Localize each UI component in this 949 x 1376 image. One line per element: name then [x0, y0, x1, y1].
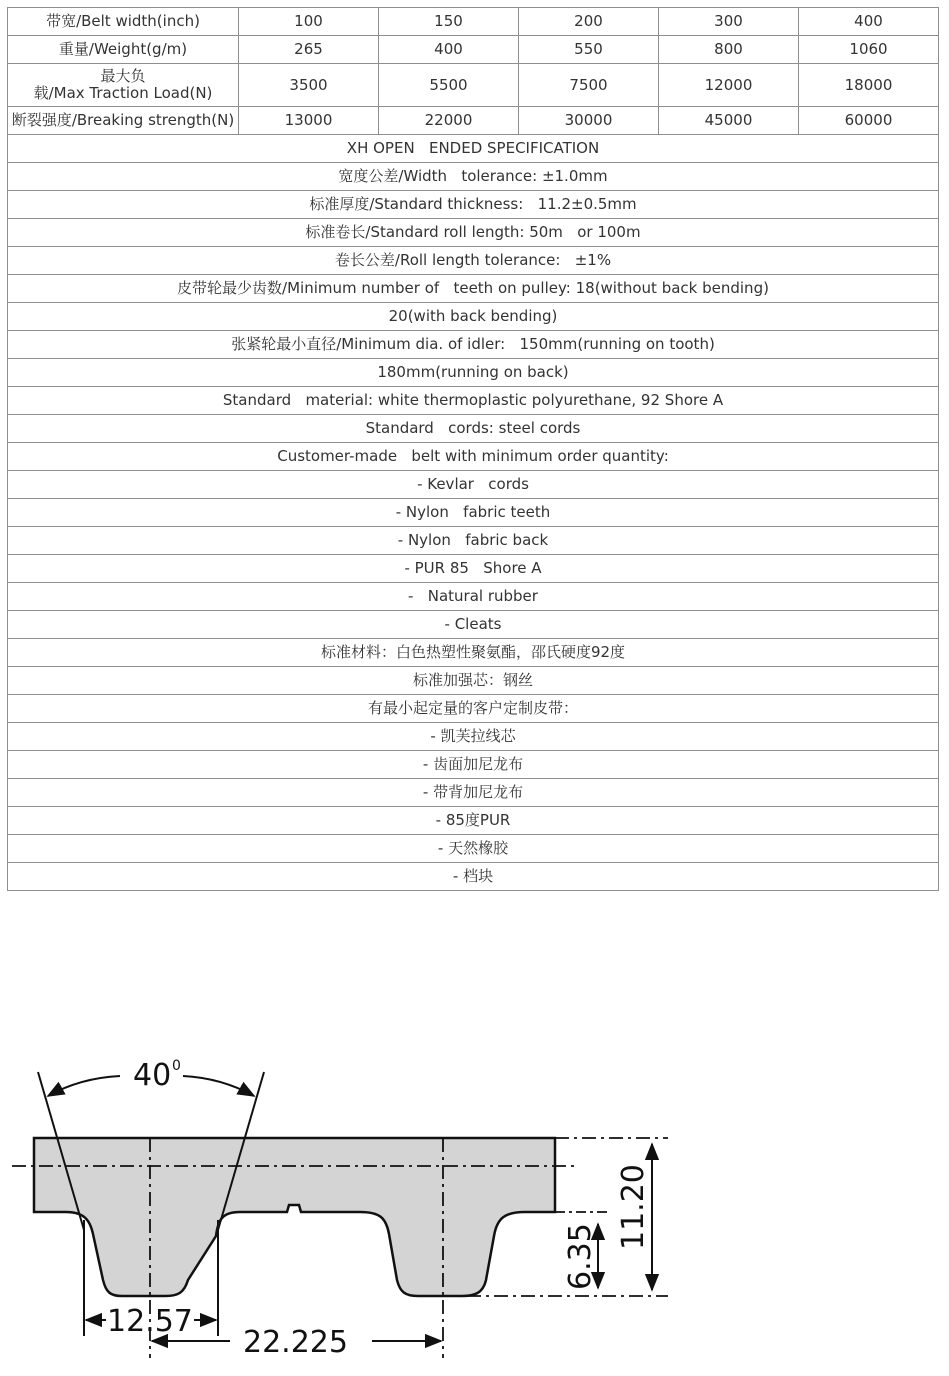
spec-line [8, 695, 939, 723]
table-cell: 550 [519, 36, 659, 64]
spec-text: - Kevlar cords [8, 471, 939, 499]
spec-text: - Natural rubber [8, 583, 939, 611]
spec-line [8, 863, 939, 891]
table-cell: 30000 [519, 107, 659, 135]
table-cell: 400 [379, 36, 519, 64]
spec-text: 张紧轮最小直径/Minimum dia. of idler: 150mm(running on tooth) [8, 331, 939, 359]
table-cell: 12000 [659, 64, 799, 107]
spec-line [8, 331, 939, 359]
row-label-max-traction-load [8, 64, 239, 107]
table-cell: 45000 [659, 107, 799, 135]
spec-line [8, 835, 939, 863]
table-cell: 18000 [799, 64, 939, 107]
table-cell: 60000 [799, 107, 939, 135]
spec-line [8, 443, 939, 471]
spec-text: 标准卷长/Standard roll length: 50m or 100m [8, 219, 939, 247]
angle-unit: 0 [172, 1058, 181, 1074]
spec-text: - 齿面加尼龙布 [8, 751, 939, 779]
spec-text: Standard material: white thermoplastic polyurethane, 92 Shore A [8, 387, 939, 415]
spec-text: 皮带轮最少齿数/Minimum number of teeth on pulley: 18(without back bending) [8, 275, 939, 303]
table-row [8, 64, 939, 107]
table-cell: 7500 [519, 64, 659, 107]
angle-arc-right [183, 1076, 254, 1096]
spec-text: 180mm(running on back) [8, 359, 939, 387]
spec-line [8, 751, 939, 779]
spec-text: 标准材料：白色热塑性聚氨酯，邵氏硬度92度 [8, 639, 939, 667]
table-cell: 800 [659, 36, 799, 64]
spec-line [8, 499, 939, 527]
spec-line [8, 611, 939, 639]
spec-line [8, 807, 939, 835]
spec-line [8, 583, 939, 611]
table-cell: 3500 [239, 64, 379, 107]
spec-heading: XH OPEN ENDED SPECIFICATION [8, 135, 939, 163]
spec-line [8, 303, 939, 331]
spec-text: 宽度公差/Width tolerance: ±1.0mm [8, 163, 939, 191]
spec-line [8, 359, 939, 387]
table-cell: 300 [659, 8, 799, 36]
spec-text: - 带背加尼龙布 [8, 779, 939, 807]
pitch-label: 22.225 [243, 1325, 348, 1360]
table-cell: 1060 [799, 36, 939, 64]
spec-text: - PUR 85 Shore A [8, 555, 939, 583]
table-cell: 265 [239, 36, 379, 64]
spec-line [8, 135, 939, 163]
spec-line [8, 275, 939, 303]
table-cell: 5500 [379, 64, 519, 107]
tooth-height-label: 6.35 [563, 1223, 598, 1290]
spec-line [8, 415, 939, 443]
total-height-label: 11.20 [616, 1164, 651, 1250]
spec-text: - 凯芙拉线芯 [8, 723, 939, 751]
table-cell: 400 [799, 8, 939, 36]
row-label-breaking-strength: 断裂强度/Breaking strength(N) [8, 107, 239, 135]
label-line: 最大负 [100, 67, 146, 85]
spec-line [8, 527, 939, 555]
spec-text: Standard cords: steel cords [8, 415, 939, 443]
spec-text: - Nylon fabric back [8, 527, 939, 555]
spec-text: - Cleats [8, 611, 939, 639]
spec-line [8, 723, 939, 751]
spec-line [8, 779, 939, 807]
spec-text: - 天然橡胶 [8, 835, 939, 863]
table-cell: 100 [239, 8, 379, 36]
row-label-belt-width: 带宽/Belt width(inch) [8, 8, 239, 36]
angle-label: 40 [133, 1058, 172, 1093]
spec-line [8, 247, 939, 275]
spec-line [8, 639, 939, 667]
table-cell: 22000 [379, 107, 519, 135]
spec-text: 有最小起定量的客户定制皮带： [8, 695, 939, 723]
spec-line [8, 555, 939, 583]
table-cell: 150 [379, 8, 519, 36]
spec-text: - 85度PUR [8, 807, 939, 835]
table-row [8, 8, 939, 36]
spec-text: Customer-made belt with minimum order quantity: [8, 443, 939, 471]
spec-table [7, 7, 939, 891]
label-line: 载/Max Traction Load(N) [33, 84, 213, 102]
spec-text: - Nylon fabric teeth [8, 499, 939, 527]
spec-line [8, 191, 939, 219]
belt-profile-diagram [0, 1040, 949, 1376]
spec-text: 卷长公差/Roll length tolerance: ±1% [8, 247, 939, 275]
table-row [8, 36, 939, 64]
table-cell: 200 [519, 8, 659, 36]
spec-text: - 档块 [8, 863, 939, 891]
spec-text: 标准加强芯：钢丝 [8, 667, 939, 695]
table-cell: 13000 [239, 107, 379, 135]
spec-text: 20(with back bending) [8, 303, 939, 331]
table-row [8, 107, 939, 135]
spec-line [8, 471, 939, 499]
angle-arc-left [48, 1076, 120, 1096]
row-label-weight: 重量/Weight(g/m) [8, 36, 239, 64]
spec-text: 标准厚度/Standard thickness: 11.2±0.5mm [8, 191, 939, 219]
spec-line [8, 667, 939, 695]
spec-line [8, 163, 939, 191]
spec-line [8, 219, 939, 247]
spec-line [8, 387, 939, 415]
belt-profile-shape [34, 1138, 555, 1296]
tooth-width-label: 12.57 [107, 1304, 193, 1339]
